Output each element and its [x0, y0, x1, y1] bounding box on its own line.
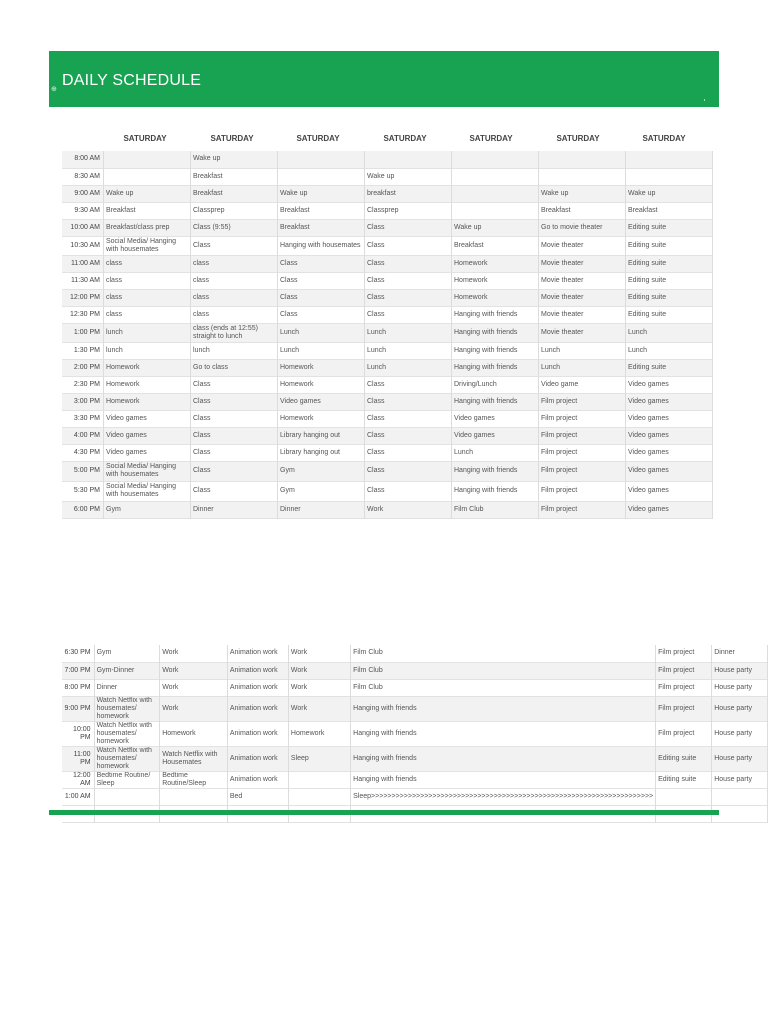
day-header: SATURDAY: [469, 134, 513, 143]
schedule-cell: Video games: [626, 410, 713, 427]
schedule-cell: Class (9:55): [191, 219, 278, 236]
schedule-cell: House party: [712, 696, 768, 721]
schedule-cell: [94, 788, 160, 805]
table-row: [62, 342, 713, 359]
schedule-cell: [539, 168, 626, 185]
schedule-cell: lunch: [191, 342, 278, 359]
schedule-cell: Hanging with friends: [351, 721, 656, 746]
schedule-cell: Library hanging out: [278, 427, 365, 444]
schedule-cell: Lunch: [278, 342, 365, 359]
schedule-cell: [278, 151, 365, 168]
schedule-cell: class: [191, 289, 278, 306]
schedule-cell: Video games: [626, 376, 713, 393]
day-header: SATURDAY: [296, 134, 340, 143]
schedule-cell: Class: [365, 255, 452, 272]
schedule-cell: Library hanging out: [278, 444, 365, 461]
schedule-cell: Class: [278, 272, 365, 289]
schedule-cell: Class: [365, 289, 452, 306]
schedule-cell: Movie theater: [539, 236, 626, 255]
time-cell: 12:30 PM: [70, 310, 100, 318]
table-row: [62, 645, 768, 662]
schedule-cell: Bedtime Routine/ Sleep: [94, 771, 160, 788]
schedule-cell: Homework: [278, 359, 365, 376]
schedule-cell: Homework: [104, 393, 191, 410]
schedule-cell: Film project: [656, 721, 712, 746]
schedule-cell: Homework: [104, 359, 191, 376]
time-cell: 7:00 PM: [62, 662, 94, 679]
schedule-cell: Gym: [278, 481, 365, 501]
schedule-cell: Class: [191, 481, 278, 501]
day-header: SATURDAY: [210, 134, 254, 143]
schedule-cell: Hanging with friends: [452, 393, 539, 410]
schedule-cell: class: [191, 255, 278, 272]
schedule-cell: Video games: [104, 410, 191, 427]
schedule-cell: Animation work: [227, 771, 288, 788]
schedule-cell: Breakfast: [278, 202, 365, 219]
table-row: [62, 151, 713, 168]
schedule-cell: [452, 151, 539, 168]
schedule-cell: Class: [365, 481, 452, 501]
table-row: [62, 696, 768, 721]
schedule-cell: Sleep>>>>>>>>>>>>>>>>>>>>>>>>>>>>>>>>>>>>>>>>>>>>>>>>>>>>>>>>>>>>>>>>>>>>>: [351, 788, 656, 805]
schedule-cell: Movie theater: [539, 289, 626, 306]
schedule-cell: Work: [288, 662, 350, 679]
schedule-cell: class: [104, 272, 191, 289]
day-header: SATURDAY: [642, 134, 686, 143]
header-banner: [49, 51, 719, 107]
schedule-cell: Homework: [278, 376, 365, 393]
schedule-cell: Video games: [104, 427, 191, 444]
schedule-cell: Gym: [104, 501, 191, 518]
table-row: [62, 788, 768, 805]
schedule-cell: Breakfast/class prep: [104, 219, 191, 236]
schedule-cell: Go to movie theater: [539, 219, 626, 236]
schedule-cell: Work: [365, 501, 452, 518]
schedule-cell: Class: [278, 306, 365, 323]
table-row: [62, 306, 713, 323]
time-cell: 12:00 AM: [73, 771, 91, 787]
time-cell: 4:00 PM: [62, 427, 104, 444]
time-cell: 10:30 AM: [70, 241, 100, 249]
schedule-cell: Film Club: [351, 679, 656, 696]
time-cell: 11:00 PM: [62, 746, 94, 771]
schedule-cell: Class: [278, 289, 365, 306]
schedule-cell: Movie theater: [539, 255, 626, 272]
schedule-cell: Social Media/ Hanging with housemates: [104, 481, 191, 501]
schedule-cell: [278, 168, 365, 185]
schedule-cell: Watch Netflix with housemates/ homework: [94, 696, 160, 721]
schedule-cell: Lunch: [452, 444, 539, 461]
schedule-cell: Hanging with friends: [452, 481, 539, 501]
schedule-cell: Gym: [278, 461, 365, 481]
schedule-cell: Video games: [626, 481, 713, 501]
schedule-cell: Homework: [288, 721, 350, 746]
schedule-cell: Bed: [227, 788, 288, 805]
schedule-cell: Wake up: [191, 151, 278, 168]
schedule-cell: [288, 788, 350, 805]
schedule-cell: [539, 151, 626, 168]
schedule-cell: Class: [365, 410, 452, 427]
schedule-cell: House party: [712, 662, 768, 679]
schedule-cell: Editing suite: [626, 219, 713, 236]
schedule-cell: Class: [191, 393, 278, 410]
schedule-cell: Movie theater: [539, 272, 626, 289]
time-cell: 6:00 PM: [62, 501, 104, 518]
schedule-cell: [365, 151, 452, 168]
schedule-cell: Classprep: [365, 202, 452, 219]
schedule-cell: Hanging with friends: [351, 696, 656, 721]
table-row: [62, 219, 713, 236]
schedule-cell: Hanging with friends: [351, 746, 656, 771]
schedule-table-morning: [62, 151, 713, 519]
schedule-cell: Homework: [452, 289, 539, 306]
day-header: SATURDAY: [123, 134, 167, 143]
schedule-cell: Film project: [539, 501, 626, 518]
time-cell: 9:00 AM: [62, 185, 104, 202]
schedule-cell: [104, 168, 191, 185]
schedule-cell: Class: [191, 376, 278, 393]
schedule-cell: Film project: [656, 696, 712, 721]
schedule-cell: Class: [365, 272, 452, 289]
schedule-cell: Editing suite: [656, 771, 712, 788]
schedule-cell: Editing suite: [656, 746, 712, 771]
schedule-cell: Animation work: [227, 721, 288, 746]
time-cell: 10:00 PM: [73, 725, 91, 741]
schedule-cell: Animation work: [227, 696, 288, 721]
schedule-cell: Class: [191, 410, 278, 427]
schedule-cell: class: [104, 306, 191, 323]
schedule-cell: Class: [278, 255, 365, 272]
schedule-cell: Hanging with friends: [452, 359, 539, 376]
schedule-cell: Movie theater: [539, 323, 626, 342]
schedule-cell: Video game: [539, 376, 626, 393]
schedule-cell: Work: [160, 645, 228, 662]
schedule-cell: Work: [160, 679, 228, 696]
day-header: SATURDAY: [383, 134, 427, 143]
schedule-cell: Film Club: [351, 645, 656, 662]
schedule-cell: [104, 151, 191, 168]
schedule-cell: Editing suite: [626, 236, 713, 255]
time-cell: 12:00 PM: [62, 289, 104, 306]
schedule-table-evening: [62, 645, 768, 823]
table-row: [62, 461, 713, 481]
schedule-cell: [712, 788, 768, 805]
schedule-cell: Film Club: [452, 501, 539, 518]
schedule-cell: Dinner: [191, 501, 278, 518]
schedule-cell: Video games: [626, 461, 713, 481]
schedule-cell: House party: [712, 771, 768, 788]
schedule-cell: Editing suite: [626, 306, 713, 323]
schedule-cell: Video games: [452, 427, 539, 444]
time-cell: 3:00 PM: [62, 393, 104, 410]
schedule-cell: Homework: [104, 376, 191, 393]
schedule-cell: Class: [191, 427, 278, 444]
schedule-cell: Lunch: [365, 342, 452, 359]
schedule-cell: [656, 788, 712, 805]
time-cell: 8:00 PM: [64, 683, 91, 691]
table-row: [62, 679, 768, 696]
table-row: [62, 202, 713, 219]
schedule-cell: Watch Netflix with housemates/ homework: [94, 746, 160, 771]
time-cell: 2:00 PM: [62, 359, 104, 376]
table-row: [62, 721, 768, 746]
table-row: [62, 410, 713, 427]
schedule-cell: Lunch: [539, 342, 626, 359]
day-header: SATURDAY: [556, 134, 600, 143]
schedule-cell: Film project: [539, 461, 626, 481]
schedule-cell: Lunch: [539, 359, 626, 376]
schedule-cell: Video games: [626, 444, 713, 461]
schedule-cell: Class: [191, 444, 278, 461]
schedule-cell: Hanging with friends: [452, 306, 539, 323]
schedule-cell: Wake up: [539, 185, 626, 202]
table-row: [62, 359, 713, 376]
schedule-cell: Breakfast: [278, 219, 365, 236]
schedule-cell: class (ends at 12:55) straight to lunch: [191, 323, 278, 342]
schedule-cell: Film Club: [351, 662, 656, 679]
table-row: [62, 168, 713, 185]
schedule-cell: Homework: [278, 410, 365, 427]
schedule-cell: Go to class: [191, 359, 278, 376]
schedule-cell: Work: [288, 645, 350, 662]
time-cell: 1:00 AM: [64, 792, 91, 800]
schedule-cell: Wake up: [452, 219, 539, 236]
schedule-cell: Movie theater: [539, 306, 626, 323]
schedule-cell: [452, 168, 539, 185]
schedule-cell: Editing suite: [626, 289, 713, 306]
time-cell: 2:30 PM: [73, 380, 100, 388]
schedule-cell: Wake up: [365, 168, 452, 185]
schedule-cell: Work: [160, 662, 228, 679]
schedule-cell: lunch: [104, 342, 191, 359]
schedule-cell: Class: [365, 306, 452, 323]
table-row: [62, 501, 713, 518]
schedule-cell: Social Media/ Hanging with housemates: [104, 461, 191, 481]
schedule-cell: breakfast: [365, 185, 452, 202]
schedule-cell: Film project: [539, 393, 626, 410]
table-row: [62, 427, 713, 444]
schedule-cell: [452, 185, 539, 202]
schedule-cell: [160, 788, 228, 805]
schedule-cell: Film project: [539, 444, 626, 461]
schedule-cell: Video games: [626, 393, 713, 410]
schedule-cell: Watch Netflix with housemates/ homework: [94, 721, 160, 746]
schedule-cell: Class: [191, 236, 278, 255]
schedule-cell: Editing suite: [626, 255, 713, 272]
day-headers: [102, 134, 708, 146]
schedule-cell: Classprep: [191, 202, 278, 219]
schedule-cell: Breakfast: [191, 168, 278, 185]
schedule-cell: Class: [365, 461, 452, 481]
schedule-cell: Breakfast: [191, 185, 278, 202]
schedule-cell: Lunch: [626, 323, 713, 342]
schedule-cell: Lunch: [365, 323, 452, 342]
table-row: [62, 289, 713, 306]
table-row: [62, 323, 713, 342]
schedule-cell: Film project: [539, 481, 626, 501]
table-row: [62, 185, 713, 202]
schedule-cell: Sleep: [288, 746, 350, 771]
schedule-cell: Lunch: [365, 359, 452, 376]
schedule-cell: Driving/Lunch: [452, 376, 539, 393]
table-row: [62, 481, 713, 501]
schedule-cell: Breakfast: [452, 236, 539, 255]
schedule-cell: House party: [712, 721, 768, 746]
table-row: [62, 393, 713, 410]
schedule-cell: Film project: [656, 662, 712, 679]
schedule-cell: class: [191, 272, 278, 289]
time-cell: 4:30 PM: [73, 448, 100, 456]
schedule-cell: Video games: [104, 444, 191, 461]
table-row: [62, 376, 713, 393]
schedule-cell: Video games: [626, 501, 713, 518]
schedule-cell: Gym-Dinner: [94, 662, 160, 679]
schedule-cell: Wake up: [278, 185, 365, 202]
schedule-cell: Video games: [278, 393, 365, 410]
schedule-cell: class: [191, 306, 278, 323]
schedule-cell: Dinner: [94, 679, 160, 696]
time-cell: 6:30 PM: [64, 649, 91, 657]
schedule-cell: Homework: [160, 721, 228, 746]
schedule-cell: Animation work: [227, 662, 288, 679]
schedule-cell: [452, 202, 539, 219]
schedule-cell: Work: [160, 696, 228, 721]
time-cell: 1:00 PM: [62, 323, 104, 342]
schedule-cell: House party: [712, 679, 768, 696]
schedule-cell: [626, 168, 713, 185]
time-cell: 8:00 AM: [62, 151, 104, 168]
schedule-cell: Hanging with housemates: [278, 236, 365, 255]
schedule-cell: Film project: [656, 679, 712, 696]
time-cell: 10:00 AM: [62, 219, 104, 236]
time-cell: 9:00 PM: [62, 696, 94, 721]
schedule-cell: Watch Netflix with Housemates: [160, 746, 228, 771]
schedule-cell: House party: [712, 746, 768, 771]
schedule-cell: [626, 151, 713, 168]
schedule-cell: lunch: [104, 323, 191, 342]
table-row: [62, 746, 768, 771]
schedule-cell: Editing suite: [626, 272, 713, 289]
schedule-cell: Class: [365, 393, 452, 410]
schedule-cell: [712, 805, 768, 822]
schedule-cell: [288, 771, 350, 788]
table-row: [62, 236, 713, 255]
logo-icon: ⊕: [51, 86, 57, 93]
schedule-cell: Class: [365, 427, 452, 444]
schedule-cell: Class: [365, 236, 452, 255]
table-row: [62, 662, 768, 679]
schedule-cell: class: [104, 255, 191, 272]
schedule-cell: Lunch: [278, 323, 365, 342]
table-row: [62, 255, 713, 272]
table-row: [62, 771, 768, 788]
schedule-cell: Dinner: [712, 645, 768, 662]
schedule-cell: Video games: [626, 427, 713, 444]
header-mark: [704, 99, 705, 101]
page-title: DAILY SCHEDULE: [62, 72, 202, 89]
time-cell: 11:00 AM: [62, 255, 104, 272]
schedule-cell: Hanging with friends: [452, 323, 539, 342]
schedule-cell: Work: [288, 696, 350, 721]
time-cell: 3:30 PM: [73, 414, 100, 422]
footer-bar: [49, 810, 719, 815]
table-row: [62, 272, 713, 289]
schedule-cell: Wake up: [104, 185, 191, 202]
time-cell: 5:30 PM: [73, 487, 100, 494]
time-cell: 5:00 PM: [62, 461, 104, 481]
schedule-cell: Class: [365, 376, 452, 393]
schedule-cell: Animation work: [227, 746, 288, 771]
schedule-cell: Animation work: [227, 645, 288, 662]
schedule-cell: class: [104, 289, 191, 306]
schedule-cell: Lunch: [626, 342, 713, 359]
schedule-cell: Bedtime Routine/Sleep: [160, 771, 228, 788]
schedule-cell: Film project: [539, 427, 626, 444]
schedule-cell: Animation work: [227, 679, 288, 696]
schedule-cell: Video games: [452, 410, 539, 427]
schedule-cell: Social Media/ Hanging with housemates: [104, 236, 191, 255]
schedule-cell: Hanging with friends: [452, 461, 539, 481]
schedule-cell: Breakfast: [626, 202, 713, 219]
schedule-cell: Homework: [452, 272, 539, 289]
schedule-cell: Film project: [539, 410, 626, 427]
schedule-cell: Hanging with friends: [452, 342, 539, 359]
schedule-cell: Work: [288, 679, 350, 696]
time-cell: 8:30 AM: [74, 172, 100, 180]
schedule-cell: Class: [191, 461, 278, 481]
time-cell: 9:30 AM: [74, 206, 100, 214]
schedule-cell: Class: [365, 219, 452, 236]
schedule-cell: Breakfast: [539, 202, 626, 219]
schedule-cell: Wake up: [626, 185, 713, 202]
time-cell: 1:30 PM: [73, 346, 100, 354]
schedule-cell: Film project: [656, 645, 712, 662]
schedule-cell: Editing suite: [626, 359, 713, 376]
schedule-cell: Class: [365, 444, 452, 461]
schedule-cell: Dinner: [278, 501, 365, 518]
schedule-cell: Homework: [452, 255, 539, 272]
schedule-cell: Hanging with friends: [351, 771, 656, 788]
time-cell: 11:30 AM: [70, 276, 100, 284]
schedule-cell: Breakfast: [104, 202, 191, 219]
table-row: [62, 444, 713, 461]
schedule-cell: Gym: [94, 645, 160, 662]
